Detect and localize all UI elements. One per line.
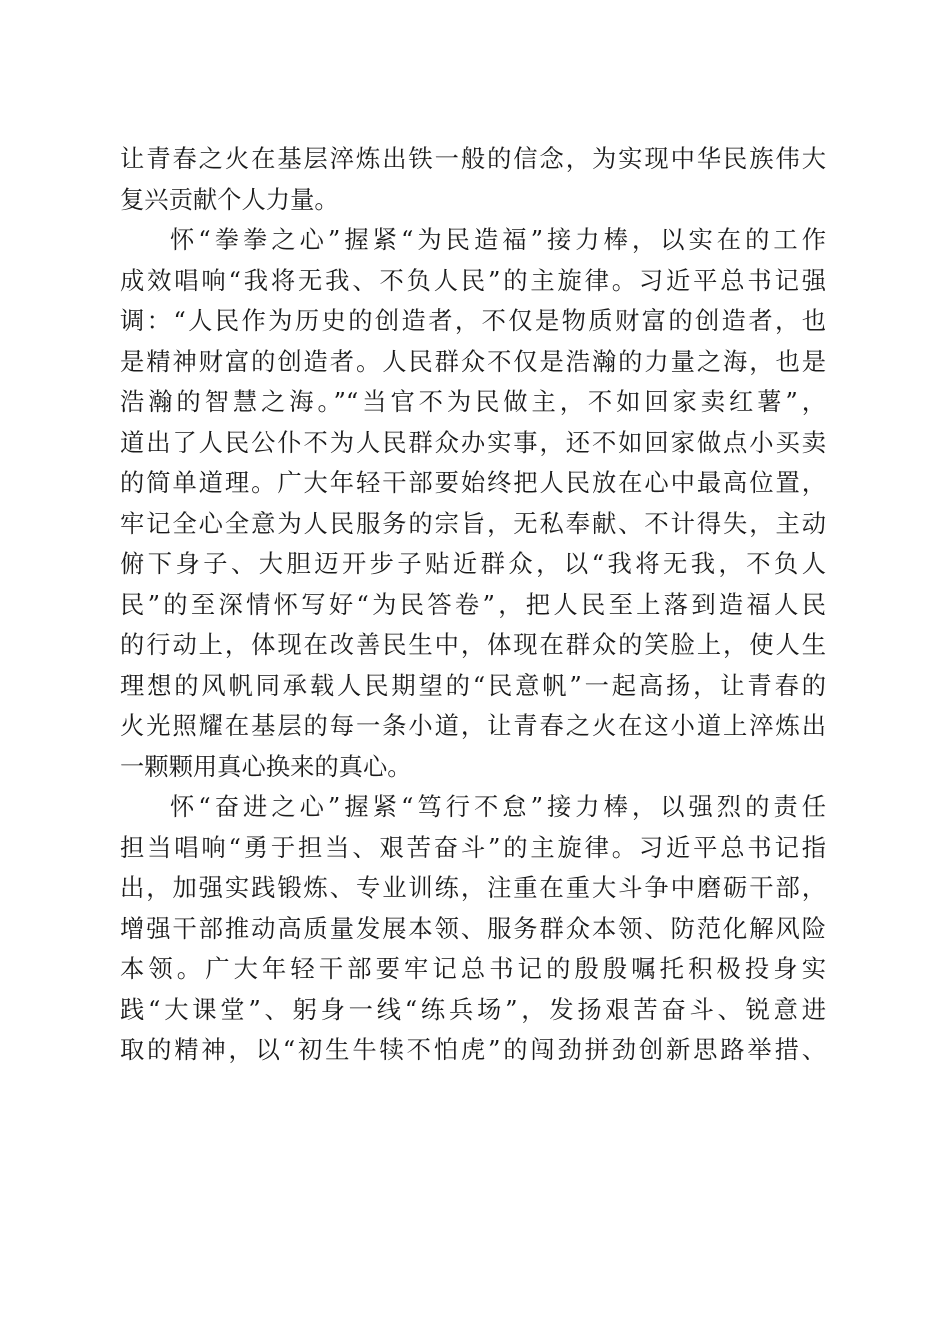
paragraph-line: 一颗颗用真心换来的真心。 (120, 751, 412, 781)
document-body (120, 139, 826, 1071)
paragraph-3 (120, 787, 826, 1071)
paragraph-line: 的行动上，体现在改善民生中，体现在群众的笑脸上，使人生 (120, 630, 826, 659)
paragraph-line: 理想的风帆同承载人民期望的“民意帆”一起高扬，让青春的 (120, 670, 826, 700)
paragraph-line: 牢记全心全意为人民服务的宗旨，无私奉献、不计得失，主动 (120, 508, 826, 538)
paragraph-line: 践“大课堂”、躬身一线“练兵场”，发扬艰苦奋斗、锐意进 (120, 994, 826, 1024)
paragraph-line: 调：“人民作为历史的创造者，不仅是物质财富的创造者，也 (120, 306, 826, 335)
paragraph-line: 让青春之火在基层淬炼出铁一般的信念，为实现中华民族伟大 (120, 144, 826, 173)
paragraph-line: 怀“奋进之心”握紧“笃行不怠”接力棒，以强烈的责任 (170, 792, 826, 821)
paragraph-line: 出，加强实践锻炼、专业训练，注重在重大斗争中磨砺干部， (120, 873, 826, 902)
paragraph-line: 取的精神，以“初生牛犊不怕虎”的闯劲拼劲创新思路举措、 (120, 1035, 826, 1064)
paragraph-line: 复兴贡献个人力量。 (120, 184, 339, 214)
paragraph-2 (120, 220, 826, 787)
paragraph-line: 本领。广大年轻干部要牢记总书记的殷殷嘱托积极投身实 (120, 954, 826, 983)
paragraph-line: 俯下身子、大胆迈开步子贴近群众，以“我将无我，不负人 (120, 549, 826, 578)
paragraph-line: 怀“拳拳之心”握紧“为民造福”接力棒，以实在的工作 (170, 225, 826, 254)
paragraph-line: 增强干部推动高质量发展本领、服务群众本领、防范化解风险 (120, 913, 826, 943)
paragraph-line: 的简单道理。广大年轻干部要始终把人民放在心中最高位置， (120, 468, 826, 497)
paragraph-line: 浩瀚的智慧之海。”“当官不为民做主，不如回家卖红薯”， (120, 387, 826, 416)
paragraph-line: 是精神财富的创造者。人民群众不仅是浩瀚的力量之海，也是 (120, 346, 826, 376)
paragraph-line: 担当唱响“勇于担当、艰苦奋斗”的主旋律。习近平总书记指 (120, 832, 826, 862)
paragraph-line: 道出了人民公仆不为人民群众办实事，还不如回家做点小买卖 (120, 427, 826, 457)
paragraph-line: 成效唱响“我将无我、不负人民”的主旋律。习近平总书记强 (120, 265, 826, 295)
paragraph-line: 火光照耀在基层的每一条小道，让青春之火在这小道上淬炼出 (120, 711, 826, 740)
paragraph-line: 民”的至深情怀写好“为民答卷”，把人民至上落到造福人民 (120, 589, 826, 619)
paragraph-1 (120, 139, 826, 220)
